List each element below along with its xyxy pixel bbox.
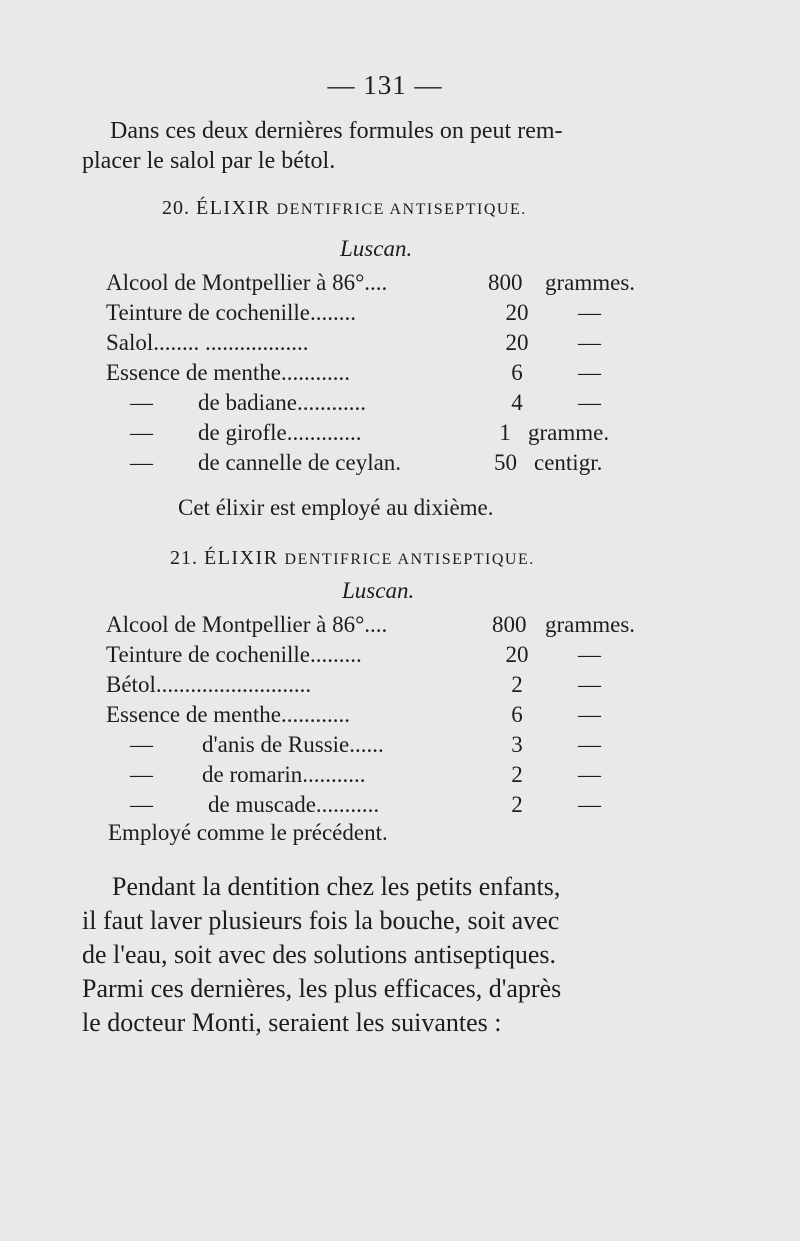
- ingredient-name: Alcool de Montpellier à 86°....: [106, 270, 388, 295]
- recipe-1-author: Luscan.: [340, 236, 413, 261]
- recipe-1-row: [0, 390, 800, 420]
- recipe-1-row: [0, 270, 800, 300]
- recipe-1-title-initial: ÉLIXIR: [196, 197, 271, 219]
- ingredient-unit: grammes.: [545, 612, 636, 637]
- ingredient-qty: 20: [505, 330, 529, 355]
- recipe-2-author: Luscan.: [342, 578, 415, 603]
- ingredient-unit: —: [578, 642, 601, 667]
- recipe-1-note: Cet élixir est employé au dixième.: [178, 495, 494, 520]
- ingredient-name: de cannelle de ceylan.: [198, 450, 402, 475]
- ingredient-unit: —: [578, 360, 601, 385]
- ditto-dash: —: [130, 450, 153, 475]
- ingredient-unit: —: [578, 300, 601, 325]
- ingredient-name: de girofle.............: [198, 420, 362, 445]
- paragraph-line-5: le docteur Monti, seraient les suivantes :: [82, 1008, 502, 1037]
- paragraph-line-1: Pendant la dentition chez les petits enfants,: [112, 872, 561, 901]
- ingredient-unit: —: [578, 672, 601, 697]
- ingredient-unit: —: [578, 390, 601, 415]
- recipe-2-row: [0, 792, 800, 822]
- ditto-dash: —: [130, 792, 153, 817]
- ingredient-qty: 6: [511, 360, 523, 385]
- recipe-1-number: 20.: [162, 197, 190, 219]
- ditto-dash: —: [130, 390, 153, 415]
- ingredient-name: Essence de menthe............: [106, 702, 350, 727]
- ingredient-unit: grammes.: [545, 270, 636, 295]
- ingredient-name: Salol........ ..................: [106, 330, 309, 355]
- ingredient-name: de muscade...........: [208, 792, 380, 817]
- ingredient-qty: 800: [492, 612, 527, 637]
- ingredient-unit: centigr.: [534, 450, 603, 475]
- ingredient-qty: 20: [505, 300, 529, 325]
- ingredient-name: de romarin...........: [202, 762, 366, 787]
- ingredient-unit: —: [578, 762, 601, 787]
- recipe-2-number: 21.: [170, 547, 198, 569]
- paragraph-line-3: de l'eau, soit avec des solutions antiseptiques.: [82, 940, 557, 969]
- recipe-2-row: [0, 672, 800, 702]
- recipe-1-row: [0, 360, 800, 390]
- ingredient-qty: 2: [511, 762, 523, 787]
- recipe-2-heading: [170, 547, 535, 570]
- ditto-dash: —: [130, 732, 153, 757]
- ingredient-name: Teinture de cochenille........: [106, 300, 357, 325]
- ingredient-qty: 20: [505, 642, 529, 667]
- paragraph-line-2: il faut laver plusieurs fois la bouche, soit avec: [82, 906, 560, 935]
- ingredient-unit: gramme.: [528, 420, 610, 445]
- ingredient-name: de badiane............: [198, 390, 366, 415]
- ingredient-name: Alcool de Montpellier à 86°....: [106, 612, 388, 637]
- recipe-2-row: [0, 702, 800, 732]
- ingredient-unit: —: [578, 330, 601, 355]
- ingredient-qty: 1: [499, 420, 511, 445]
- recipe-1-row: [0, 300, 800, 330]
- ingredient-qty: 2: [511, 792, 523, 817]
- ditto-dash: —: [130, 762, 153, 787]
- recipe-1-row: [0, 450, 800, 480]
- ingredient-qty: 3: [511, 732, 523, 757]
- ingredient-qty: 6: [511, 702, 523, 727]
- ingredient-unit: —: [578, 702, 601, 727]
- ingredient-name: Teinture de cochenille.........: [106, 642, 362, 667]
- recipe-2-title-initial: ÉLIXIR: [204, 547, 279, 569]
- recipe-2-row: [0, 642, 800, 672]
- recipe-2-row: [0, 732, 800, 762]
- ingredient-name: Essence de menthe............: [106, 360, 350, 385]
- recipe-2-row: [0, 762, 800, 792]
- recipe-1-row: [0, 330, 800, 360]
- recipe-2-note: Employé comme le précédent.: [108, 820, 388, 845]
- ingredient-qty: 2: [511, 672, 523, 697]
- ingredient-unit: —: [578, 792, 601, 817]
- recipe-1-title-rest: DENTIFRICE ANTISEPTIQUE.: [276, 201, 527, 218]
- ingredient-qty: 50: [494, 450, 517, 475]
- page-number: — 131 —: [327, 70, 443, 100]
- ingredient-name: Bétol...........................: [106, 672, 312, 697]
- ingredient-unit: —: [578, 732, 601, 757]
- ingredient-qty: 4: [511, 390, 523, 415]
- recipe-1-heading: [162, 197, 527, 220]
- paragraph-line-4: Parmi ces dernières, les plus efficaces, d'après: [82, 974, 562, 1003]
- ingredient-name: d'anis de Russie......: [202, 732, 384, 757]
- recipe-2-title-rest: DENTIFRICE ANTISEPTIQUE.: [284, 551, 535, 568]
- intro-line-1: Dans ces deux dernières formules on peut rem-: [110, 118, 563, 144]
- ingredient-qty: 800: [488, 270, 523, 295]
- ditto-dash: —: [130, 420, 153, 445]
- intro-line-2: placer le salol par le bétol.: [82, 148, 336, 174]
- recipe-2-row: [0, 612, 800, 642]
- recipe-1-row: [0, 420, 800, 450]
